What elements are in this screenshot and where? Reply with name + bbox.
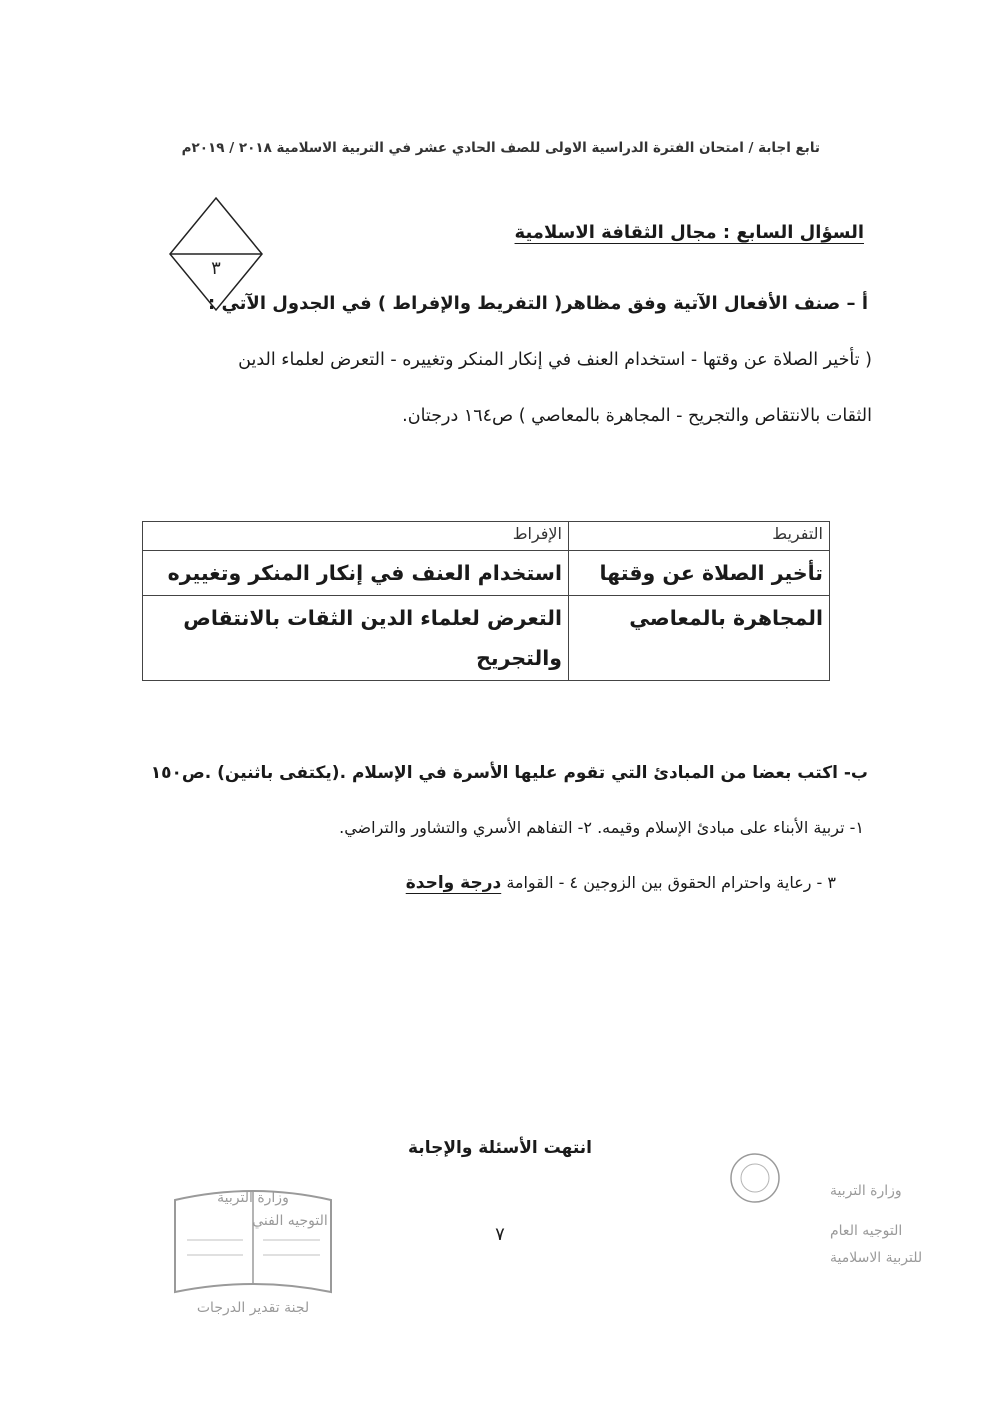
- answer-table: [142, 521, 830, 681]
- table-cell: التعرض لعلماء الدين الثقات بالانتقاص والتجريح: [143, 596, 569, 681]
- closing-text: انتهت الأسئلة والإجابة: [408, 1138, 592, 1158]
- stamp-line: التوجيه الفني: [252, 1213, 328, 1229]
- table-row: [143, 596, 830, 681]
- part-a-instruction: أ – صنف الأفعال الآتية وفق مظاهر( التفريط والإفراط ) في الجدول الآتي :: [208, 293, 868, 314]
- page-number: ٧: [495, 1224, 505, 1245]
- stamp-line: وزارة التربية: [830, 1183, 902, 1199]
- table-cell: تأخير الصلاة عن وقتها: [569, 551, 830, 596]
- stamp-line: لجنة تقدير الدرجات: [196, 1300, 310, 1316]
- part-b-answer-line: [406, 873, 836, 893]
- stamp-line: وزارة التربية: [217, 1190, 289, 1206]
- table-cell: المجاهرة بالمعاصي: [569, 596, 830, 681]
- committee-stamp: [165, 1180, 340, 1320]
- table-cell: استخدام العنف في إنكار المنكر وتغييره: [143, 551, 569, 596]
- score-value: ٣: [211, 258, 221, 279]
- part-b-question: ب- اكتب بعضا من المبادئ التي تقوم عليها الأسرة في الإسلام .(يكتفى باثنين) .ص١٥٠: [150, 763, 868, 783]
- ministry-stamp: [690, 1150, 923, 1280]
- question-title: السؤال السابع : مجال الثقافة الاسلامية: [514, 222, 864, 243]
- part-a-items-line: الثقات بالانتقاص والتجريح - المجاهرة بالمعاصي ) ص١٦٤ درجتان.: [402, 406, 872, 426]
- stamp-line: التوجيه العام: [830, 1223, 903, 1239]
- table-header-row: [143, 522, 830, 551]
- stamp-emblem-icon: [690, 1150, 923, 1280]
- grade-label: درجة واحدة: [405, 873, 502, 893]
- part-b-answer-text: ٣ - رعاية واحترام الحقوق بين الزوجين ٤ - القوامة: [506, 873, 836, 892]
- table-header-ifrat: الإفراط: [143, 522, 569, 551]
- table-row: [143, 551, 830, 596]
- page-header: تابع اجابة / امتحان الفترة الدراسية الاولى للصف الحادي عشر في التربية الاسلامية ٢٠١٨ / ٢٠١٩م: [181, 140, 820, 156]
- stamp-line: للتربية الاسلامية: [830, 1250, 923, 1266]
- part-a-items-line: ( تأخير الصلاة عن وقتها - استخدام العنف في إنكار المنكر وتغييره - التعرض لعلماء الدين: [238, 350, 872, 370]
- open-book-stamp-icon: [165, 1180, 340, 1320]
- table-header-tafrit: التفريط: [569, 522, 830, 551]
- part-b-answer-line: ١- تربية الأبناء على مبادئ الإسلام وقيمه. ٢- التفاهم الأسري والتشاور والتراضي.: [339, 818, 864, 837]
